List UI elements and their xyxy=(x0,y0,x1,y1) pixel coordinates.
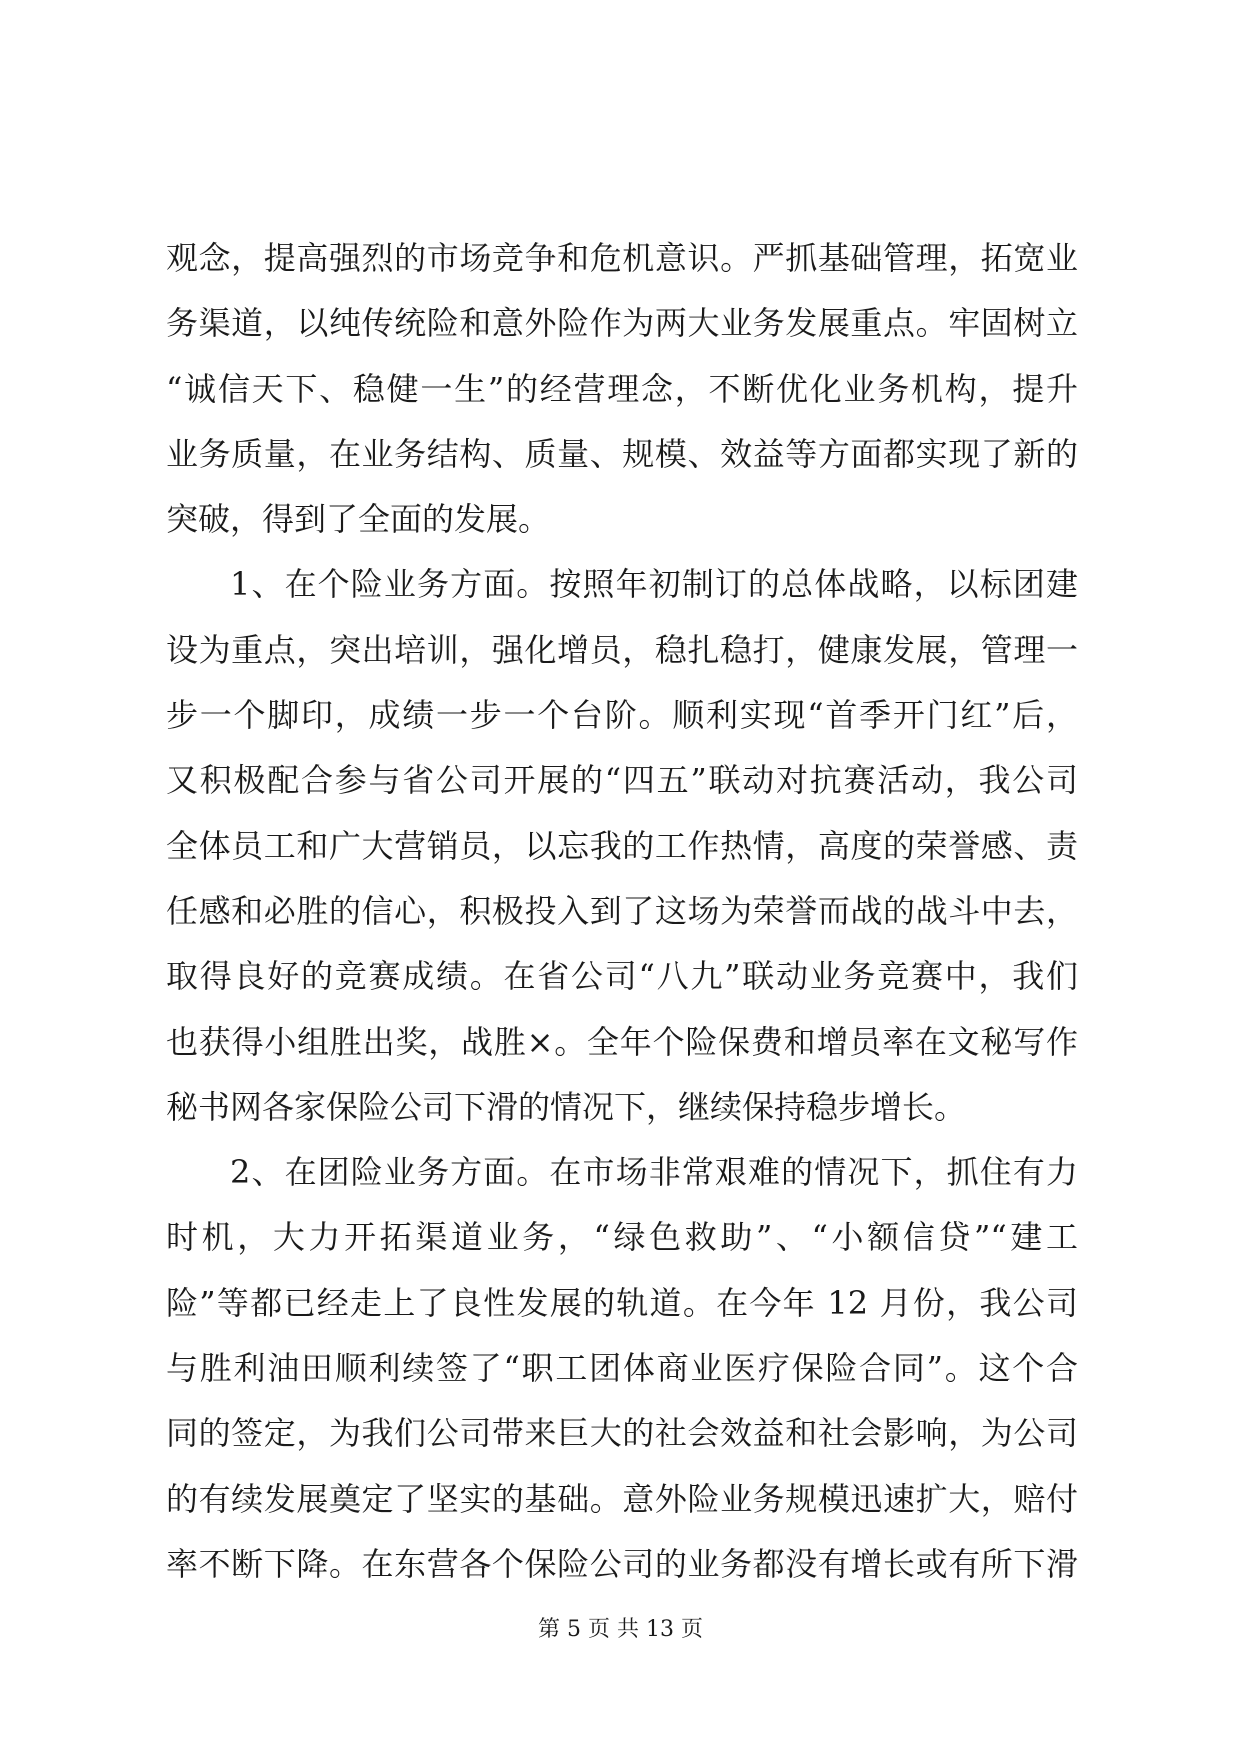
text-line: 突破，得到了全面的发展。 xyxy=(166,500,551,539)
page-number-footer: 第 5 页 共 13 页 xyxy=(538,1617,703,1642)
text-line: 全体员工和广大营销员，以忘我的工作热情，高度的荣誉感、责 xyxy=(166,826,1078,865)
text-line: “诚信天下、稳健一生”的经营理念，不断优化业务机构，提升 xyxy=(166,369,1078,408)
text-line: 步一个脚印，成绩一步一个台阶。顺利实现“首季开门红”后， xyxy=(166,696,1078,735)
text-line: 务渠道，以纯传统险和意外险作为两大业务发展重点。牢固树立 xyxy=(166,304,1078,343)
document-body xyxy=(166,226,1078,1597)
text-line: 1、在个险业务方面。按照年初制订的总体战略，以标团建 xyxy=(230,565,1078,604)
text-line: 取得良好的竞赛成绩。在省公司“八九”联动业务竞赛中，我们 xyxy=(166,957,1078,996)
paragraph xyxy=(166,552,1078,1140)
text-line: 观念，提高强烈的市场竞争和危机意识。严抓基础管理，拓宽业 xyxy=(166,239,1078,277)
text-line: 同的签定，为我们公司带来巨大的社会效益和社会影响，为公司 xyxy=(166,1414,1078,1453)
text-line: 的有续发展奠定了坚实的基础。意外险业务规模迅速扩大，赔付 xyxy=(166,1479,1078,1518)
paragraph xyxy=(166,226,1078,552)
text-line: 时机，大力开拓渠道业务，“绿色救助”、“小额信贷”“建工 xyxy=(166,1218,1078,1257)
text-line: 又积极配合参与省公司开展的“四五”联动对抗赛活动，我公司 xyxy=(166,761,1078,800)
text-line: 业务质量，在业务结构、质量、规模、效益等方面都实现了新的 xyxy=(166,434,1078,473)
text-line: 任感和必胜的信心，积极投入到了这场为荣誉而战的战斗中去， xyxy=(166,891,1078,930)
text-line: 也获得小组胜出奖，战胜×。全年个险保费和增员率在文秘写作 xyxy=(166,1022,1078,1061)
text-line: 率不断下降。在东营各个保险公司的业务都没有增长或有所下滑 xyxy=(166,1544,1078,1583)
text-line: 险”等都已经走上了良性发展的轨道。在今年 12 月份，我公司 xyxy=(166,1283,1078,1322)
text-line: 2、在团险业务方面。在市场非常艰难的情况下，抓住有力 xyxy=(230,1153,1078,1192)
text-line: 设为重点，突出培训，强化增员，稳扎稳打，健康发展，管理一 xyxy=(166,630,1078,669)
paragraph xyxy=(166,1140,1078,1597)
text-line: 与胜利油田顺利续签了“职工团体商业医疗保险合同”。这个合 xyxy=(166,1349,1078,1388)
text-line: 秘书网各家保险公司下滑的情况下，继续保持稳步增长。 xyxy=(166,1087,967,1126)
